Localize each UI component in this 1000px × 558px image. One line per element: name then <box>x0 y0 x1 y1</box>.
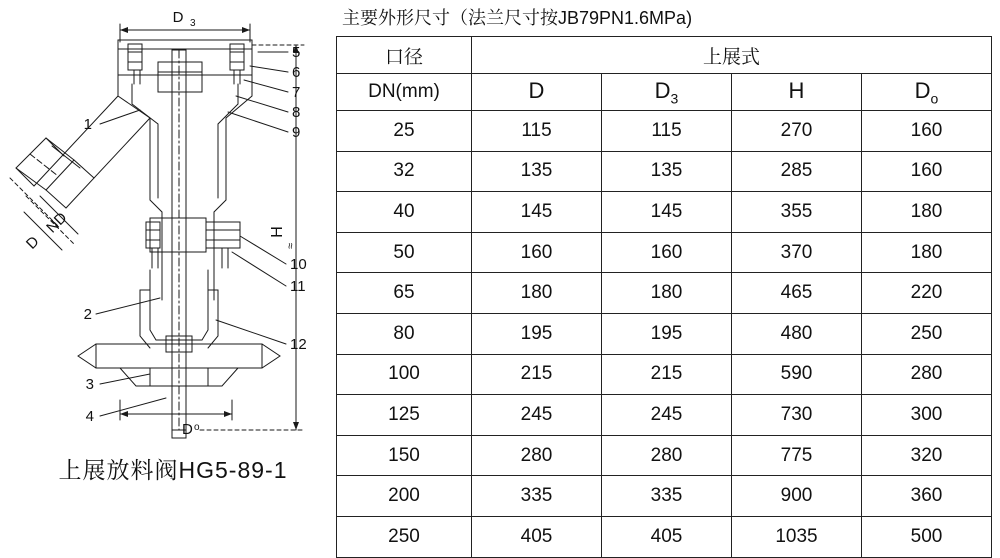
cell-do: 250 <box>862 313 992 354</box>
cell-d: 215 <box>472 354 602 395</box>
callout-9: 9 <box>292 124 301 141</box>
cell-h: 775 <box>732 435 862 476</box>
cell-h: 900 <box>732 476 862 517</box>
valve-drawing-svg <box>0 0 340 460</box>
table-row <box>337 395 992 436</box>
cell-do: 360 <box>862 476 992 517</box>
table-head <box>337 37 992 111</box>
header-col-do-sub: o <box>930 90 939 107</box>
drawing-caption: 上展放料阀HG5-89-1 <box>58 457 288 483</box>
cell-d: 405 <box>472 516 602 557</box>
cell-d3: 195 <box>602 313 732 354</box>
cell-dn: 100 <box>337 354 472 395</box>
cell-dn: 25 <box>337 111 472 152</box>
cell-d3: 145 <box>602 192 732 233</box>
callout-8: 8 <box>292 104 301 121</box>
dimensions-table <box>336 36 992 558</box>
table-row <box>337 273 992 314</box>
cell-h: 270 <box>732 111 862 152</box>
header-bore-top: 口径 <box>337 37 472 74</box>
header-col-do-main: D <box>914 77 931 103</box>
cell-d3: 135 <box>602 151 732 192</box>
cell-do: 500 <box>862 516 992 557</box>
dim-label-dn: ND <box>43 209 71 237</box>
cell-h: 590 <box>732 354 862 395</box>
cell-h: 730 <box>732 395 862 436</box>
cell-d: 180 <box>472 273 602 314</box>
callout-5: 5 <box>292 44 301 61</box>
cell-dn: 32 <box>337 151 472 192</box>
header-col-d3-main: D <box>654 77 671 103</box>
table-row <box>337 111 992 152</box>
cell-do: 220 <box>862 273 992 314</box>
cell-dn: 125 <box>337 395 472 436</box>
table-row <box>337 232 992 273</box>
cell-d3: 180 <box>602 273 732 314</box>
callout-12: 12 <box>290 336 307 353</box>
callout-3: 3 <box>85 376 94 393</box>
dim-label-h: H <box>269 226 286 238</box>
header-col-d-main: D <box>528 77 545 103</box>
callout-10: 10 <box>290 256 307 273</box>
callout-2: 2 <box>83 306 92 323</box>
table-row <box>337 151 992 192</box>
cell-h: 480 <box>732 313 862 354</box>
callout-11: 11 <box>290 278 306 295</box>
header-col-do <box>862 74 992 111</box>
dim-label-d3-sub: 3 <box>190 18 196 29</box>
table-row <box>337 354 992 395</box>
cell-h: 355 <box>732 192 862 233</box>
dim-label-d: D <box>22 232 43 253</box>
cell-dn: 80 <box>337 313 472 354</box>
cell-d3: 215 <box>602 354 732 395</box>
table-header-row-2 <box>337 74 992 111</box>
cell-do: 180 <box>862 232 992 273</box>
cell-d: 115 <box>472 111 602 152</box>
cell-d: 195 <box>472 313 602 354</box>
table-row <box>337 476 992 517</box>
callout-1: 1 <box>83 116 92 133</box>
cell-d: 135 <box>472 151 602 192</box>
valve-technical-drawing <box>0 0 340 517</box>
cell-h: 1035 <box>732 516 862 557</box>
cell-d3: 335 <box>602 476 732 517</box>
callout-7: 7 <box>292 84 301 101</box>
cell-dn: 150 <box>337 435 472 476</box>
cell-d3: 115 <box>602 111 732 152</box>
header-col-h-main: H <box>788 77 805 103</box>
callout-6: 6 <box>292 64 301 81</box>
cell-do: 320 <box>862 435 992 476</box>
cell-d: 280 <box>472 435 602 476</box>
table-row <box>337 435 992 476</box>
header-group-type: 上展式 <box>472 37 992 74</box>
cell-do: 300 <box>862 395 992 436</box>
header-col-d <box>472 74 602 111</box>
table-title: 主要外形尺寸（法兰尺寸按JB79PN1.6MPa) <box>342 8 693 28</box>
cell-d3: 245 <box>602 395 732 436</box>
cell-d3: 280 <box>602 435 732 476</box>
dim-label-h-approx: ≈ <box>285 242 297 250</box>
dim-label-do: D <box>182 421 193 438</box>
cell-dn: 50 <box>337 232 472 273</box>
cell-d3: 160 <box>602 232 732 273</box>
cell-h: 465 <box>732 273 862 314</box>
table-row <box>337 313 992 354</box>
cell-dn: 40 <box>337 192 472 233</box>
cell-h: 370 <box>732 232 862 273</box>
cell-do: 160 <box>862 151 992 192</box>
table-row <box>337 192 992 233</box>
callout-4: 4 <box>85 408 94 425</box>
cell-h: 285 <box>732 151 862 192</box>
cell-do: 180 <box>862 192 992 233</box>
cell-do: 280 <box>862 354 992 395</box>
cell-d: 245 <box>472 395 602 436</box>
cell-dn: 65 <box>337 273 472 314</box>
table-header-row-1 <box>337 37 992 74</box>
cell-do: 160 <box>862 111 992 152</box>
table-row <box>337 516 992 557</box>
cell-d: 145 <box>472 192 602 233</box>
cell-d: 160 <box>472 232 602 273</box>
cell-dn: 250 <box>337 516 472 557</box>
header-col-d3-sub: 3 <box>670 90 679 107</box>
header-col-h <box>732 74 862 111</box>
cell-d: 335 <box>472 476 602 517</box>
cell-dn: 200 <box>337 476 472 517</box>
cell-d3: 405 <box>602 516 732 557</box>
table-body <box>337 111 992 558</box>
header-dn-unit: DN(mm) <box>337 74 472 111</box>
header-col-d3 <box>602 74 732 111</box>
dim-label-d3: D <box>172 9 184 26</box>
dimensions-table-section <box>336 0 1000 547</box>
dim-label-do-sup: o <box>194 422 200 433</box>
